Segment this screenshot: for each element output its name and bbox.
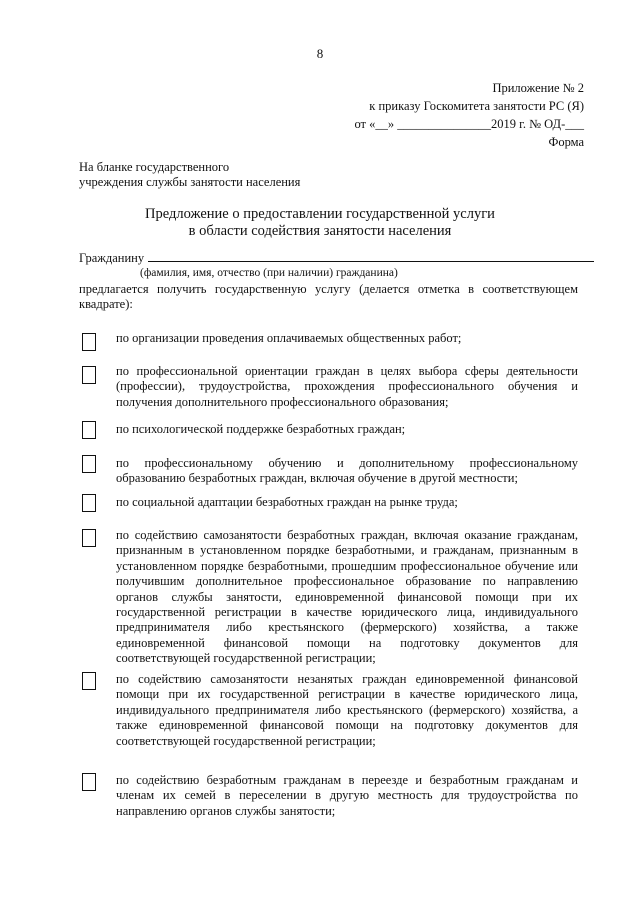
order-date-line: от «__» _______________2019 г. № ОД-___	[354, 117, 584, 131]
checkbox[interactable]	[82, 333, 96, 351]
document-title	[0, 206, 640, 240]
order-reference: к приказу Госкомитета занятости РС (Я)	[369, 99, 584, 113]
form-label: Форма	[548, 135, 584, 149]
service-text: по содействию самозанятости безработных граждан, включая оказание гражданам, признанным в установленном порядке безработными, и гражданам, признанным в установленном порядке безработными, прошедшим профессиональное обучение или получившим дополнительное профессиональное образование по направлению органов службы занятости, единовременной финансовой помощи при их государственной регистрации в качестве юридического лица, индивидуального предпринимателя либо крестьянского (фермерского) хозяйства, а также единовременной финансовой помощи на подготовку документов для соответствующей государственной регистрации;	[116, 528, 578, 666]
service-text: по социальной адаптации безработных граждан на рынке труда;	[116, 495, 458, 509]
service-text: по содействию безработным гражданам в переезде и безработным гражданам и членам их семей в переселении в другую местность для трудоустройства по направлению органов службы занятости;	[116, 773, 578, 818]
service-text: по психологической поддержке безработных граждан;	[116, 422, 406, 436]
service-text: по содействию самозанятости незанятых граждан единовременной финансовой помощи при их государственной регистрации в качестве юридического лица, индивидуального предпринимателя либо крестьянского (фермерского) хозяйства, а также единовременной финансовой помощи на подготовку документов для соответствующей государственной регистрации;	[116, 672, 578, 748]
checkbox[interactable]	[82, 421, 96, 439]
checkbox[interactable]	[82, 494, 96, 512]
page-number: 8	[316, 46, 324, 61]
addressee-field	[79, 251, 594, 266]
service-text: по организации проведения оплачиваемых общественных работ;	[116, 331, 462, 345]
addressee-caption: (фамилия, имя, отчество (при наличии) гражданина)	[140, 267, 398, 279]
letterhead-line-1: На бланке государственного	[79, 160, 230, 174]
service-text: по профессиональному обучению и дополнительному профессиональному образованию безработных граждан, включая обучение в другой местности;	[116, 456, 578, 486]
addressee-blank-line[interactable]	[148, 252, 594, 262]
checkbox[interactable]	[82, 773, 96, 791]
addressee-label: Гражданину	[79, 251, 145, 265]
checkbox[interactable]	[82, 529, 96, 547]
checkbox[interactable]	[82, 672, 96, 690]
lead-text: предлагается получить государственную услугу (делается отметка в соответствующем квадрате):	[79, 282, 578, 311]
service-text: по профессиональной ориентации граждан в целях выбора сферы деятельности (профессии), трудоустройства, прохождения профессионального обучения и получения дополнительного профессионального образования;	[116, 364, 578, 409]
title-line-1: Предложение о предоставлении государственной услуги	[145, 206, 495, 222]
letterhead-line-2: учреждения службы занятости населения	[79, 175, 301, 189]
appendix-label: Приложение № 2	[492, 81, 584, 95]
checkbox[interactable]	[82, 455, 96, 473]
title-line-2: в области содействия занятости населения	[188, 223, 452, 239]
checkbox[interactable]	[82, 366, 96, 384]
